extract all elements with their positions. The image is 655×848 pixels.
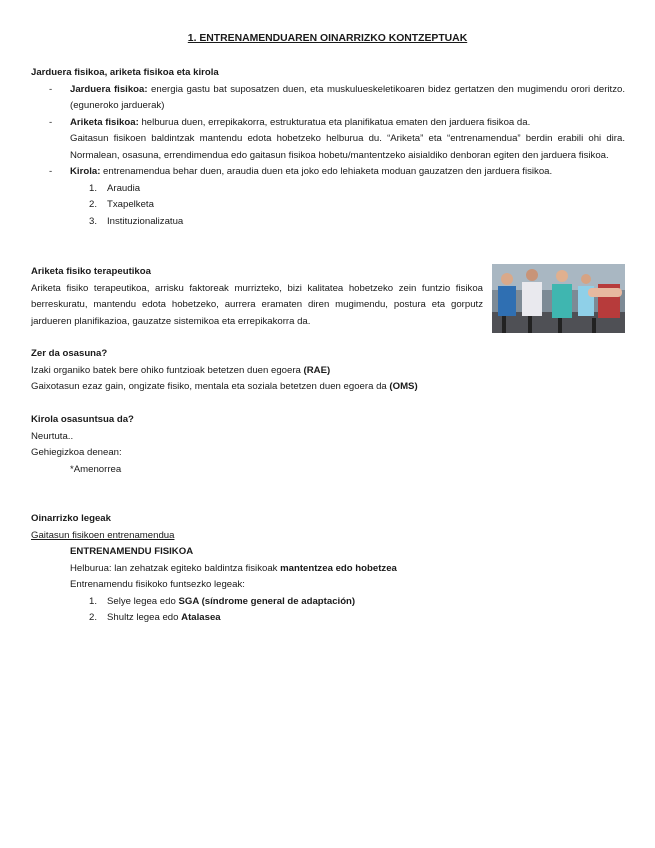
subheading: Gaitasun fisikoen entrenamendua bbox=[31, 529, 175, 541]
item-label: Txapelketa bbox=[107, 199, 154, 210]
text-line: Gehiegizkoa denean: bbox=[31, 447, 122, 458]
item-label: Instituzionalizatua bbox=[107, 215, 184, 227]
bullet-text: energia gastu bat suposatzen duen, eta muskulueskeletikoaren bidez gertatzen den mugimendu orori deritzo. (eguneroko jarduerak) bbox=[70, 83, 625, 111]
bullet-text: helburua duen, errepikakorra, estrukturatua eta planifikatua ematen den jarduera fisikoa da. bbox=[138, 116, 531, 128]
numbered-item bbox=[31, 214, 625, 231]
dash-marker: - bbox=[49, 83, 53, 95]
definition-line bbox=[31, 363, 625, 380]
definition-line bbox=[31, 379, 625, 396]
bullet-term: Ariketa fisikoa: bbox=[70, 116, 139, 128]
goal-line bbox=[31, 561, 625, 578]
source-label: (OMS) bbox=[389, 381, 418, 392]
goal-emphasis: mantentzea edo hobetzea bbox=[280, 562, 397, 574]
law-item bbox=[31, 610, 625, 627]
section-physical-activity bbox=[31, 65, 625, 230]
bullet-text: entrenamendua behar duen, araudia duen eta joko edo lehiaketa moduan gauzatzen den jarduera fisikoa. bbox=[100, 166, 553, 177]
text-line: Neurtuta.. bbox=[31, 430, 74, 442]
source-label: (RAE) bbox=[303, 364, 331, 376]
definition-text: Izaki organiko batek bere ohiko funtzioak betetzen duen egoera bbox=[31, 364, 304, 376]
dash-marker: - bbox=[49, 166, 53, 177]
section-heading: Kirola osasuntsua da? bbox=[31, 414, 134, 425]
page-title: 1. ENTRENAMENDUAREN OINARRIZKO KONTZEPTUAK bbox=[187, 33, 468, 44]
bullet-item bbox=[31, 82, 625, 115]
section-what-is-health bbox=[31, 346, 625, 396]
law-text: Selye legea edo bbox=[107, 595, 179, 607]
bullet-term: Jarduera fisikoa: bbox=[70, 83, 148, 95]
item-number: 3. bbox=[89, 215, 98, 227]
section-heading: Ariketa fisiko terapeutikoa bbox=[31, 266, 151, 277]
bullet-item bbox=[31, 164, 625, 181]
bullet-item bbox=[31, 115, 625, 165]
law-text: Shultz legea edo bbox=[107, 612, 182, 623]
section-basic-laws bbox=[31, 511, 625, 627]
section-is-sport-healthy bbox=[31, 412, 625, 478]
item-number: 2. bbox=[89, 612, 98, 623]
bullet-term: Kirola: bbox=[70, 166, 101, 177]
numbered-item bbox=[31, 197, 625, 214]
laws-intro: Entrenamendu fisikoko funtsezko legeak: bbox=[70, 579, 245, 590]
law-item bbox=[31, 594, 625, 611]
item-number: 1. bbox=[89, 595, 98, 607]
bullet-extra-text: Gaitasun fisikoen baldintzak mantendu edota hobetzeko helburua du. “Ariketa” eta “entrenamendua” berdin erabili ohi dira. Normalean, osasuna, errendimendua edo gaitasun fisikoa hobetu/mantentzeko aisialdiko denboran egiten den jarduera fisikoa. bbox=[70, 133, 625, 161]
section-heading: Zer da osasuna? bbox=[31, 348, 108, 359]
section-therapeutic-exercise bbox=[31, 264, 483, 330]
law-name: SGA (síndrome general de adaptación) bbox=[178, 595, 356, 607]
item-label: Araudia bbox=[107, 182, 141, 194]
item-number: 1. bbox=[89, 182, 98, 194]
paragraph: Ariketa fisiko terapeutikoa, arrisku faktoreak murrizteko, bizi kalitatea hobetzeko zein funtzio fisikoa berreskuratu, mantendu edota hobetzeko, aurrera eramaten diren mugimendu, postura eta gorputz jardueren planifikazioa, gauzatze sistemikoa eta errepikakorra da. bbox=[31, 282, 483, 327]
dash-marker: - bbox=[49, 116, 53, 128]
definition-text: Gaixotasun ezaz gain, ongizate fisiko, mentala eta soziala betetzen duen egoera da bbox=[31, 381, 390, 392]
text-line: *Amenorrea bbox=[70, 463, 122, 475]
item-number: 2. bbox=[89, 199, 98, 210]
subtitle: ENTRENAMENDU FISIKOA bbox=[70, 546, 194, 557]
law-name: Atalasea bbox=[181, 612, 221, 623]
goal-text: Helburua: lan zehatzak egiteko baldintza fisikoak bbox=[70, 562, 281, 574]
exercise-class-photo bbox=[492, 264, 625, 333]
numbered-item bbox=[31, 181, 625, 198]
section-heading: Oinarrizko legeak bbox=[31, 513, 111, 524]
section-heading: Jarduera fisikoa, ariketa fisikoa eta kirola bbox=[31, 67, 219, 78]
